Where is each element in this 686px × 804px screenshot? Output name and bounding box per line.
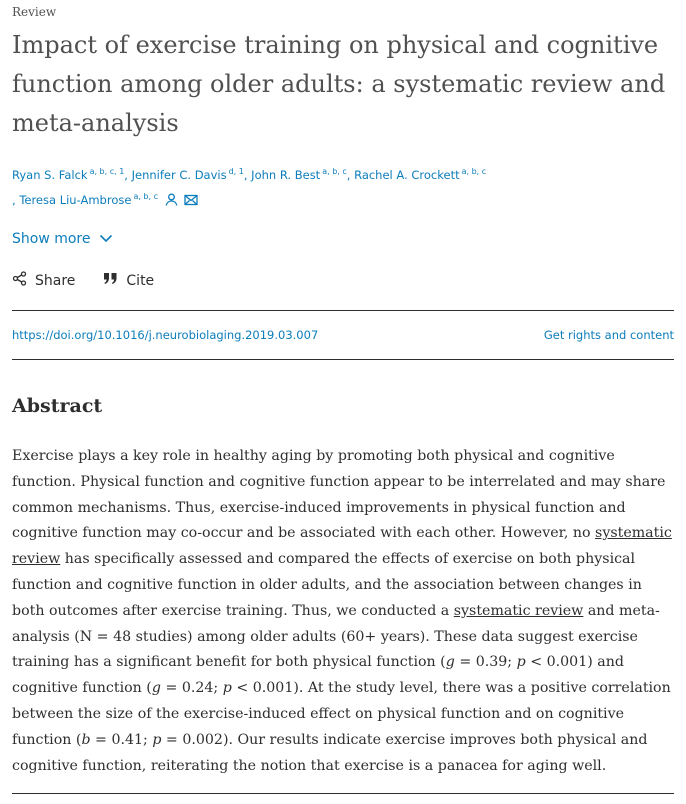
quote-icon (103, 272, 118, 289)
share-button[interactable] (12, 271, 75, 290)
rights-link[interactable]: Get rights and content (543, 328, 674, 342)
article-type-label: Review (12, 5, 57, 19)
divider (12, 793, 674, 794)
divider (12, 359, 674, 360)
author-link[interactable]: John R. Best $^{a, b, c}$ (251, 167, 347, 182)
abstract-text: Exercise plays a key role in healthy aging by promoting both physical and cognitive function. Physical function and cognitive function appear to be interrelated and may share common mechanisms. Thus, exercise-induced improvements in physical function and cognitive function may co-occur and be associated with each other. However, no systematic review has specifically assessed and compared the effects of exercise on both physical function and cognitive function in older adults, and the association between changes in both outcomes after exercise training. Thus, we conducted a systematic review and meta-analysis (N = 48 studies) among older adults (60+ years). These data suggest exercise training has a significant benefit for both physical function (g = 0.39; p < 0.001) and cognitive function (g = 0.24; p < 0.001). At the study level, there was a positive correlation between the size of the exercise-induced effect on physical function and on cognitive function (b = 0.41; p = 0.002). Our results indicate exercise improves both physical and cognitive function, reiterating the notion that exercise is a panacea for aging well. (12, 448, 672, 774)
article-actions (12, 271, 674, 290)
doi-link[interactable]: https://doi.org/10.1016/j.neurobiolaging.2019.03.007 (12, 328, 319, 342)
show-more-button[interactable] (12, 231, 113, 247)
share-label: Share (35, 272, 76, 289)
show-more-label: Show more (12, 231, 91, 247)
doi-row (12, 311, 674, 359)
author-link[interactable]: Jennifer C. Davis $^{d, 1}$ (131, 167, 244, 182)
author-link[interactable]: Ryan S. Falck $^{a, b, c, 1}$ (12, 167, 125, 182)
share-icon (12, 271, 27, 290)
person-icon[interactable] (165, 191, 178, 213)
systematic-review-link[interactable]: systematic review (12, 525, 672, 568)
author-link[interactable]: Teresa Liu-Ambrose $^{a, b, c}$ (19, 192, 158, 207)
author-link[interactable]: Rachel A. Crockett $^{a, b, c}$ (354, 167, 487, 182)
cite-button[interactable] (103, 271, 154, 290)
article-title: Impact of exercise training on physical and cognitive function among older adults: a systematic review and meta-analysis (12, 31, 666, 137)
author-list: Ryan S. Falck $^{a, b, c, 1}$, Jennifer C. Davis $^{d, 1}$, John R. Best $^{a, b, c}$, Rachel A. Crockett $^{a, b, c}$ , Teresa Liu-Ambrose $^{a, b, c}$ (12, 161, 674, 213)
abstract-heading: Abstract (12, 395, 103, 417)
systematic-review-link[interactable]: systematic review (453, 602, 584, 619)
envelope-icon[interactable] (184, 191, 198, 213)
cite-label: Cite (126, 272, 155, 289)
chevron-down-icon (99, 231, 113, 247)
